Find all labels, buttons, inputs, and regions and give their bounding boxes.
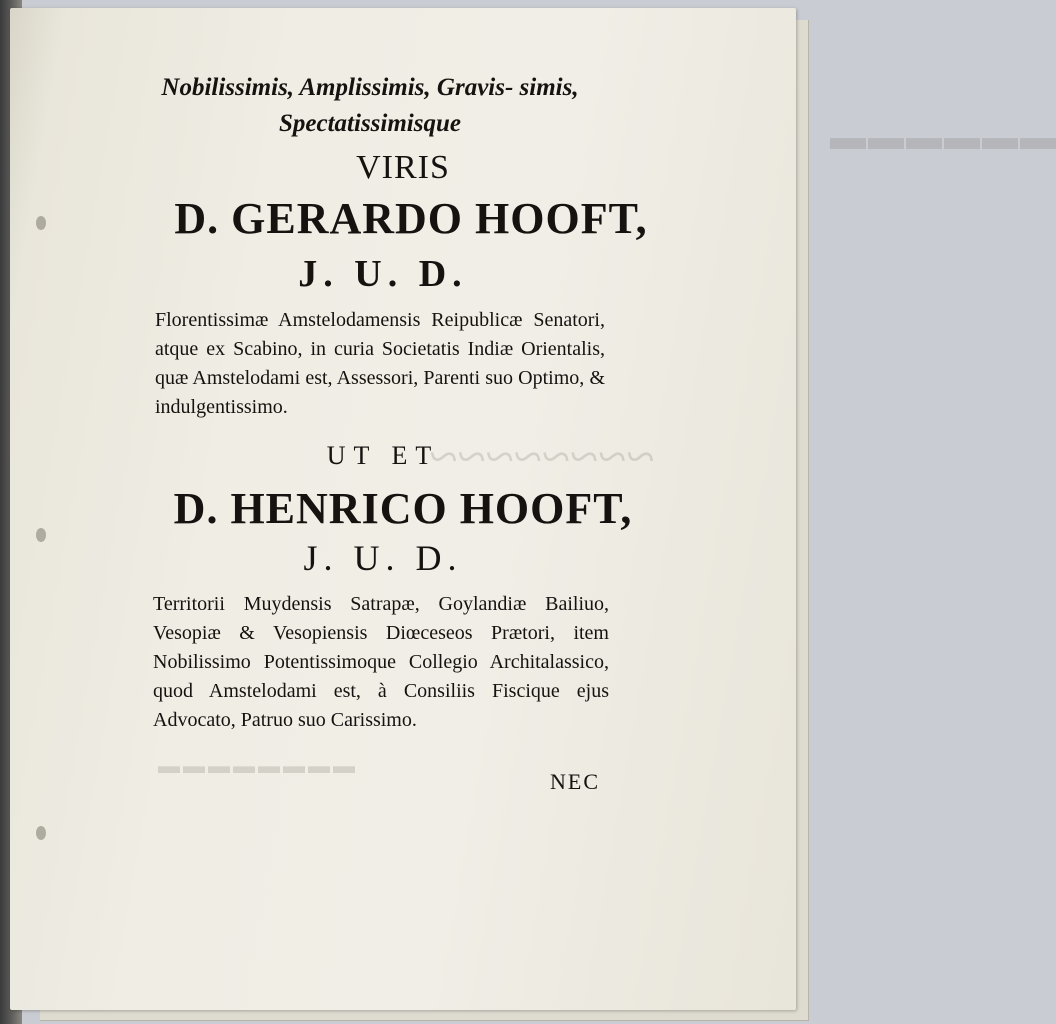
- recipient-2-description: Territorii Muydensis Satrapæ, Goylandiæ Bailiuo, Vesopiæ & Vesopiensis Diœceseos Prætori, item Nobilissimo Potentissimoque Collegio Architalassico, quod Amstelodami est, à Consiliis Fiscique ejus Advocato, Patruo suo Carissimo.: [153, 593, 609, 731]
- recipient-1-description: Florentissimæ Amstelodamensis Reipublicæ Senatori, atque ex Scabino, in curia Societatis Indiæ Orientalis, quæ Amstelodami est, Assessori, Parenti suo Optimo, & indulgentissimo.: [155, 309, 605, 418]
- recipient-1-title: J. U. D.: [298, 253, 468, 295]
- printed-page: [10, 8, 1056, 1010]
- show-through-mark: ▬▬▬▬▬▬: [828, 117, 1056, 157]
- conjunction-heading: UT ET: [326, 441, 440, 470]
- recipient-1-name: D. GERARDO HOOFT,: [174, 194, 648, 243]
- recipient-2-name: D. HENRICO HOOFT,: [173, 484, 633, 533]
- catchword: NEC: [550, 769, 600, 794]
- show-through-mark: ~~~~~~~~: [430, 429, 656, 486]
- viris-heading: VIRIS: [356, 149, 450, 186]
- recipient-2-title: J. U. D.: [303, 538, 463, 578]
- show-through-mark: ▬▬▬▬▬▬▬▬: [155, 753, 355, 778]
- binding-hole: [36, 826, 46, 840]
- dedication-heading: Nobilissimis, Amplissimis, Gravis- simis, Spectatissimisque: [161, 74, 579, 137]
